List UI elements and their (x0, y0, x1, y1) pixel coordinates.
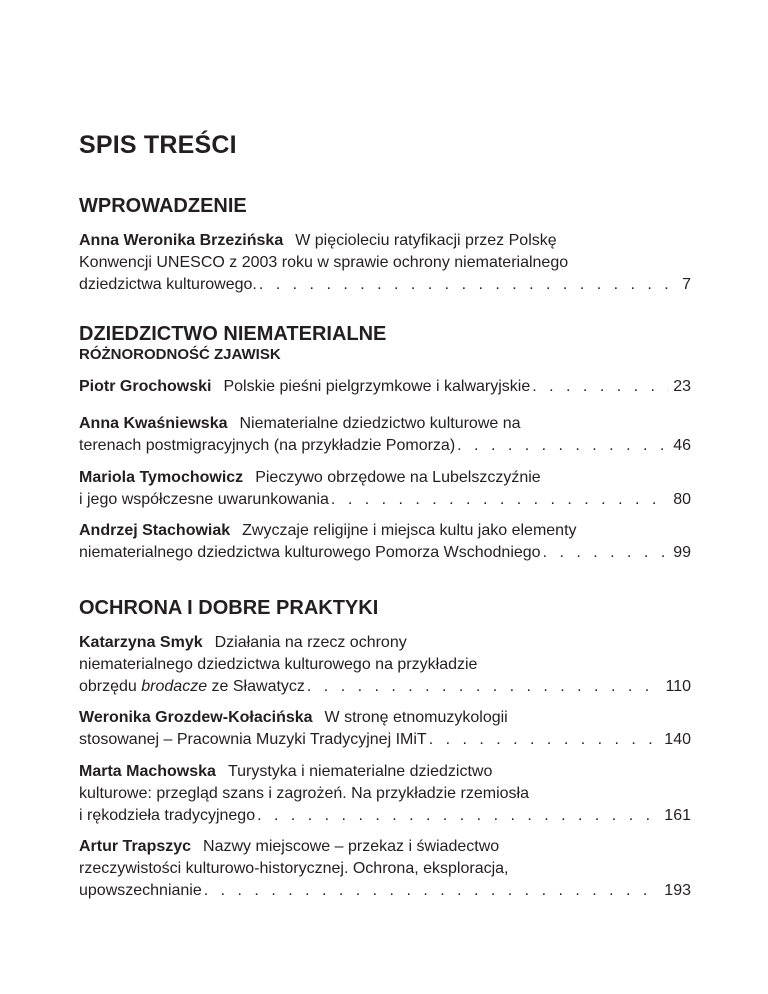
section-subtitle: RÓŻNORODNOŚĆ ZJAWISK (79, 346, 281, 363)
entry-author: Anna Weronika Brzezińska (79, 232, 284, 249)
entry-author: Artur Trapszyc (79, 838, 192, 855)
toc-entry-grochowski[interactable] (79, 376, 691, 398)
entry-title: Nazwy miejscowe – przekaz i świadectwo (203, 838, 500, 855)
entry-title: Zwyczaje religijne i miejsca kultu jako elementy (242, 522, 577, 539)
entry-title: Pieczywo obrzędowe na Lubelszczyźnie (255, 469, 541, 486)
entry-last-line (79, 489, 691, 511)
entry-last-line (79, 435, 691, 457)
entry-first-line (79, 467, 691, 489)
entry-author: Anna Kwaśniewska (79, 415, 228, 432)
entry-author: Mariola Tymochowicz (79, 469, 244, 486)
entry-title: Niematerialne dziedzictwo kulturowe na (239, 415, 521, 432)
toc-entry-trapszyc[interactable] (79, 836, 691, 902)
entry-title-continued: Konwencji UNESCO z 2003 roku w sprawie ochrony niematerialnego (79, 254, 569, 271)
section-protection (79, 596, 691, 620)
entry-first-line (79, 836, 691, 858)
entry-page-number: 161 (664, 807, 691, 824)
section-title: DZIEDZICTWO NIEMATERIALNE (79, 323, 387, 345)
entry-title-continued: kulturowe: przegląd szans i zagrożeń. Na przykładzie rzemiosła (79, 785, 529, 802)
entry-page-number: 110 (665, 678, 691, 695)
entry-title-continued: niematerialnego dziedzictwa kulturowego na przykładzie (79, 656, 478, 673)
entry-title-end: terenach postmigracyjnych (na przykładzie Pomorza) (79, 437, 456, 454)
entry-last-line (79, 676, 691, 698)
dot-leader (331, 489, 669, 511)
entry-title-italic: brodacze (141, 678, 208, 695)
entry-title: W stronę etnomuzykologii (324, 709, 508, 726)
entry-author: Piotr Grochowski (79, 378, 212, 395)
entry-title-text: obrzędu (79, 678, 142, 695)
entry-author: Marta Machowska (79, 763, 216, 780)
entry-last-line (79, 274, 691, 296)
entry-page-number: 80 (673, 491, 691, 508)
dot-leader (307, 676, 662, 698)
entry-page-number: 23 (673, 378, 691, 395)
entry-title-end: i rękodzieła tradycyjnego (79, 807, 256, 824)
entry-author: Katarzyna Smyk (79, 634, 203, 651)
entry-title-end: dziedzictwa kulturowego. (79, 276, 257, 293)
entry-page-number: 46 (673, 437, 691, 454)
toc-entry-machowska[interactable] (79, 761, 691, 827)
entry-title: Polskie pieśni pielgrzymkowe i kalwaryjskie (223, 378, 531, 395)
entry-title-end: stosowanej – Pracownia Muzyki Tradycyjnej IMiT (79, 731, 427, 748)
dot-leader (543, 542, 670, 564)
section-title: OCHRONA I DOBRE PRAKTYKI (79, 597, 379, 619)
entry-first-line (79, 520, 691, 542)
dot-leader (429, 729, 661, 751)
entry-title-end: i jego współczesne uwarunkowania (79, 491, 329, 508)
entry-first-line (79, 761, 691, 783)
toc-entry-kwasniewska[interactable] (79, 413, 691, 457)
entry-page-number: 140 (664, 731, 691, 748)
dot-leader (204, 880, 661, 902)
entry-author: Andrzej Stachowiak (79, 522, 231, 539)
entry-title-end: upowszechnianie (79, 882, 202, 899)
entry-first-line (79, 230, 691, 252)
entry-title-end (79, 676, 305, 698)
entry-page-number: 99 (673, 544, 691, 561)
toc-entry-stachowiak[interactable] (79, 520, 691, 564)
entry-last-line (79, 880, 691, 902)
entry-last-line (79, 729, 691, 751)
toc-entry-brzezinska[interactable] (79, 230, 691, 296)
dot-leader (259, 274, 678, 296)
entry-title: Działania na rzecz ochrony (214, 634, 407, 651)
entry-title-text: ze Sławatycz (207, 678, 305, 695)
entry-title: Turystyka i niematerialne dziedzictwo (227, 763, 493, 780)
entry-page-number: 193 (664, 882, 691, 899)
dot-leader (532, 376, 669, 398)
entry-title-continued: rzeczywistości kulturowo-historycznej. Ochrona, eksploracja, (79, 860, 509, 877)
entry-title: W pięcioleciu ratyfikacji przez Polskę (295, 232, 557, 249)
dot-leader (257, 805, 660, 827)
entry-last-line (79, 376, 691, 398)
section-title: WPROWADZENIE (79, 195, 247, 217)
dot-leader (457, 435, 669, 457)
section-intro (79, 194, 691, 218)
page-title: SPIS TREŚCI (79, 131, 237, 159)
entry-title-end: niematerialnego dziedzictwa kulturowego Pomorza Wschodniego (79, 544, 541, 561)
entry-first-line (79, 413, 691, 435)
entry-last-line (79, 542, 691, 564)
toc-entry-tymochowicz[interactable] (79, 467, 691, 511)
entry-first-line (79, 632, 691, 654)
entry-first-line (79, 707, 691, 729)
entry-author: Weronika Grozdew-Kołacińska (79, 709, 313, 726)
entry-page-number: 7 (682, 276, 691, 293)
section-heritage (79, 322, 691, 364)
toc-entry-grozdew[interactable] (79, 707, 691, 751)
toc-entry-smyk[interactable] (79, 632, 691, 698)
entry-last-line (79, 805, 691, 827)
